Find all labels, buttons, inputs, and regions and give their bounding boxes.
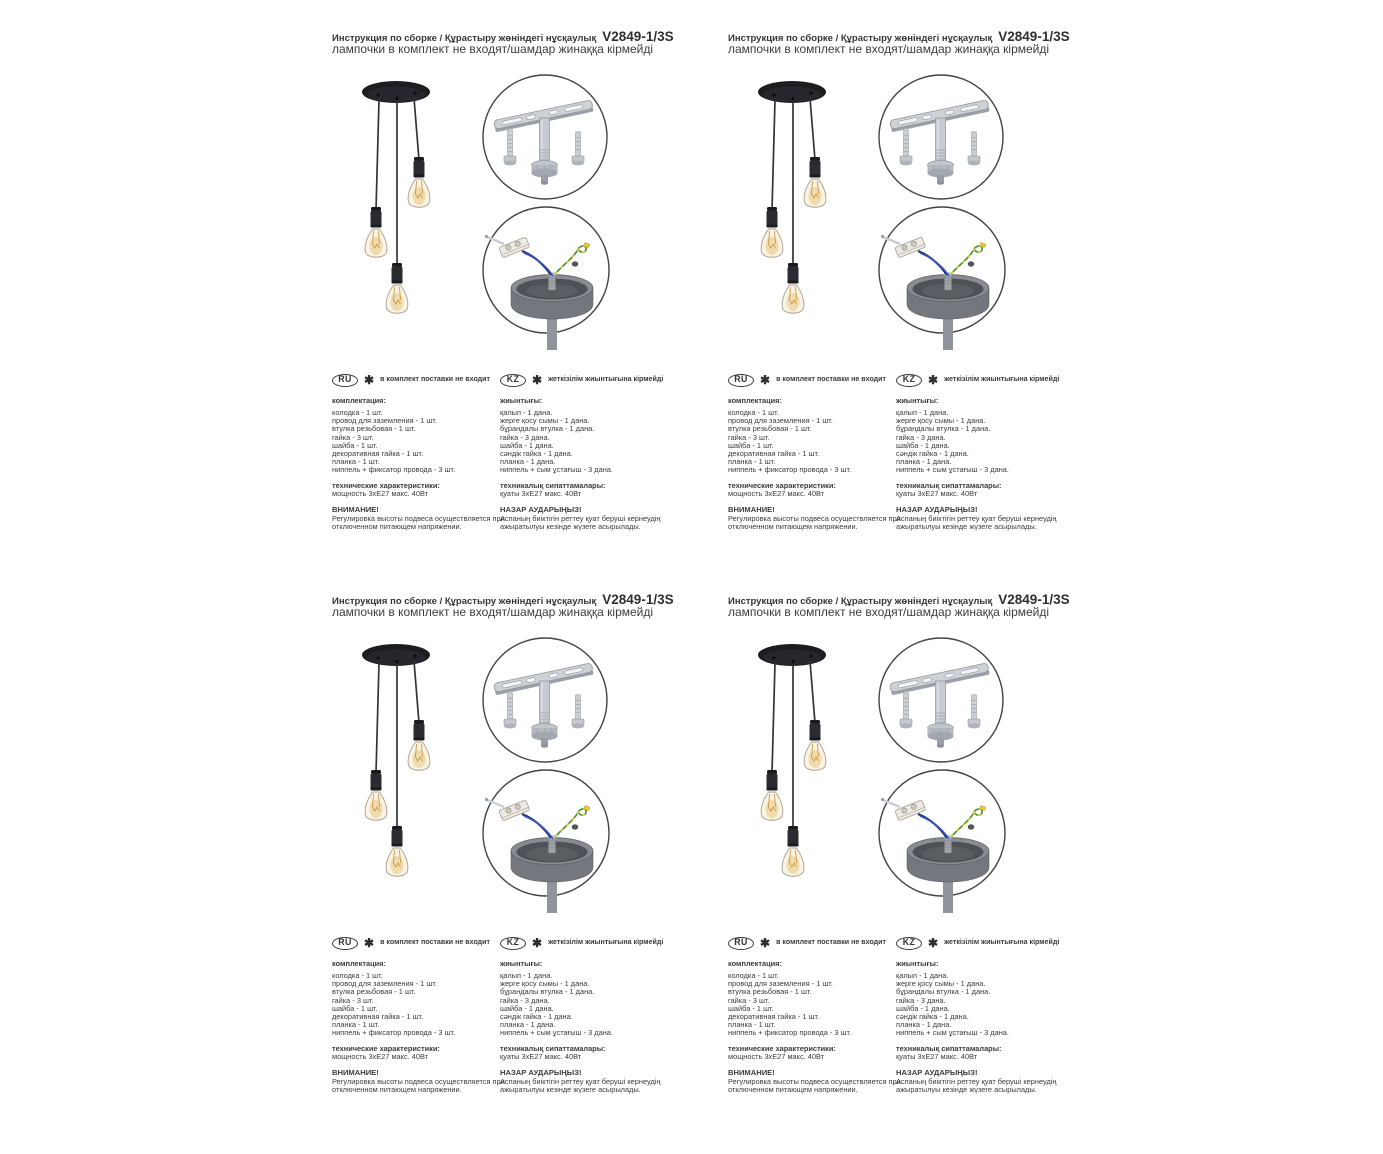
kz-badge: KZ	[896, 374, 922, 387]
ru-warning-heading: ВНИМАНИЕ!	[728, 504, 775, 514]
kit-item: бұрандалы втулка - 1 дана.	[896, 987, 991, 997]
instruction-panel-bottom-right	[726, 591, 1126, 1154]
kit-item: планка - 1 шт.	[332, 1019, 380, 1029]
lamp-socket-left	[371, 770, 382, 791]
asterisk-icon: ✱	[760, 936, 771, 950]
kit-item: планка - 1 шт.	[728, 456, 776, 466]
kit-item: қалып - 1 дана.	[896, 408, 949, 418]
mounting-bracket-detail	[876, 72, 1006, 202]
kit-item: ниппель + фиксатор провода - 3 шт.	[728, 1028, 852, 1038]
kz-badge-row	[500, 373, 678, 387]
kz-kit-list	[500, 972, 678, 1037]
ru-note: в комплект поставки не входит	[380, 375, 491, 384]
kit-item: жерге қосу сымы - 1 дана.	[896, 979, 986, 989]
ru-specs-value: мощность 3хЕ27 макс. 40Вт	[728, 489, 825, 499]
pendant-lamp-illustration	[348, 641, 478, 889]
kit-item: гайка - 3 шт.	[728, 995, 770, 1005]
lamp-bulb-left	[761, 792, 783, 820]
lamp-bulb-center	[782, 848, 804, 876]
ru-warning-heading: ВНИМАНИЕ!	[728, 1067, 775, 1077]
ru-badge-row	[728, 373, 906, 387]
kit-item: сәндік гайка - 1 дана.	[500, 1011, 573, 1021]
kz-warning-text: Аспаның биіктігін реттеу қуат беруші кернеудің ажыратылуы кезінде жүзеге асырылады.	[896, 1076, 1057, 1095]
model-number: V2849-1/3S	[602, 29, 674, 44]
kit-item: қалып - 1 дана.	[500, 971, 553, 981]
lamp-bulb-right	[408, 179, 430, 207]
kit-item: ниппель + фиксатор провода - 3 шт.	[728, 465, 852, 475]
ru-specs-heading: технические характеристики:	[332, 1044, 440, 1054]
ru-kit-heading: комплектация:	[332, 396, 386, 405]
kz-kit-heading: жиынтығы:	[500, 396, 543, 405]
kit-item: планка - 1 дана.	[500, 456, 556, 466]
ru-column	[332, 936, 510, 1094]
kit-item: шайба - 1 дана.	[896, 1003, 950, 1013]
kit-item: планка - 1 дана.	[500, 1019, 556, 1029]
kz-warning-text: Аспаның биіктігін реттеу қуат беруші кернеудің ажыратылуы кезінде жүзеге асырылады.	[500, 513, 661, 532]
wiring-detail	[476, 765, 616, 915]
small-nut	[968, 262, 974, 267]
small-nut	[572, 262, 578, 267]
kit-item: қалып - 1 дана.	[896, 971, 949, 981]
kz-kit-heading: жиынтығы:	[500, 959, 543, 968]
kit-item: втулка резьбовая - 1 шт.	[728, 987, 812, 997]
kit-item: гайка - 3 дана.	[896, 432, 946, 442]
lamp-bulb-right	[804, 179, 826, 207]
kit-item: қалып - 1 дана.	[500, 408, 553, 418]
ru-kit-list	[728, 972, 906, 1037]
kz-badge: KZ	[500, 374, 526, 387]
ru-kit-list	[728, 409, 906, 474]
lamp-socket-right	[414, 157, 425, 178]
kz-kit-list	[500, 409, 678, 474]
instruction-panel-top-left	[330, 28, 730, 591]
kz-column	[500, 936, 678, 1094]
subtitle-text: лампочки в комплект не входят/шамдар жинаққа кірмейді	[728, 42, 1050, 56]
ru-note: в комплект поставки не входит	[776, 375, 887, 384]
title-text: Инструкция по сборке / Құрастыру жөніндегі нұсқаулық	[728, 33, 993, 44]
kz-warning-heading: НАЗАР АУДАРЫҢЫЗ!	[896, 1067, 978, 1077]
lamp-bulb-left	[761, 229, 783, 257]
title-text: Инструкция по сборке / Құрастыру жөніндегі нұсқаулық	[332, 33, 597, 44]
lamp-socket-center	[788, 263, 799, 284]
kit-item: декоративная гайка - 1 шт.	[728, 1011, 820, 1021]
model-number: V2849-1/3S	[602, 592, 674, 607]
ru-note: в комплект поставки не входит	[380, 938, 491, 947]
ru-kit-list	[332, 972, 510, 1037]
wiring-detail	[872, 765, 1012, 915]
small-nut	[572, 825, 578, 830]
kit-item: шайба - 1 дана.	[896, 440, 950, 450]
ru-specs-value: мощность 3хЕ27 макс. 40Вт	[728, 1052, 825, 1062]
kit-item: ниппель + фиксатор провода - 3 шт.	[332, 1028, 456, 1038]
kit-item: провод для заземления - 1 шт.	[728, 416, 833, 426]
kz-warning-heading: НАЗАР АУДАРЫҢЫЗ!	[896, 504, 978, 514]
ru-warning-text: Регулировка высоты подвеса осуществляется при отключенном питающем напряжении.	[728, 513, 901, 532]
lamp-socket-center	[788, 826, 799, 847]
ru-badge-row	[332, 936, 510, 950]
asterisk-icon: ✱	[364, 373, 375, 387]
kit-item: провод для заземления - 1 шт.	[332, 979, 437, 989]
kz-column	[896, 936, 1074, 1094]
ru-column	[332, 373, 510, 531]
kz-specs-value: қуаты 3хЕ27 макс. 40Вт	[896, 489, 978, 499]
kit-item: бұрандалы втулка - 1 дана.	[500, 987, 595, 997]
ru-note: в комплект поставки не входит	[776, 938, 887, 947]
lamp-bulb-center	[386, 848, 408, 876]
kit-item: гайка - 3 шт.	[332, 432, 374, 442]
ru-kit-heading: комплектация:	[728, 959, 782, 968]
lamp-bulb-left	[365, 229, 387, 257]
ru-specs-value: мощность 3хЕ27 макс. 40Вт	[332, 1052, 429, 1062]
asterisk-icon: ✱	[364, 936, 375, 950]
mounting-bracket-detail	[480, 635, 610, 765]
kz-kit-heading: жиынтығы:	[896, 396, 939, 405]
kz-badge-row	[896, 373, 1074, 387]
kit-item: декоративная гайка - 1 шт.	[332, 1011, 424, 1021]
kit-item: сәндік гайка - 1 дана.	[896, 1011, 969, 1021]
kz-badge-row	[500, 936, 678, 950]
kz-specs-heading: техникалық сипаттамалары:	[500, 1044, 606, 1054]
kz-column	[896, 373, 1074, 531]
kit-item: гайка - 3 шт.	[332, 995, 374, 1005]
kit-item: провод для заземления - 1 шт.	[728, 979, 833, 989]
kit-item: декоративная гайка - 1 шт.	[332, 448, 424, 458]
kit-item: шайба - 1 дана.	[500, 1003, 554, 1013]
kz-specs-heading: техникалық сипаттамалары:	[896, 481, 1002, 491]
subtitle-text: лампочки в комплект не входят/шамдар жинаққа кірмейді	[332, 42, 654, 56]
kit-item: втулка резьбовая - 1 шт.	[332, 987, 416, 997]
lamp-bulb-center	[782, 285, 804, 313]
ru-kit-heading: комплектация:	[332, 959, 386, 968]
kit-item: ниппель + сым ұстағыш - 3 дана.	[896, 1028, 1009, 1038]
ru-specs-heading: технические характеристики:	[332, 481, 440, 491]
kit-item: колодка - 1 шт.	[728, 971, 779, 981]
subtitle-text: лампочки в комплект не входят/шамдар жинаққа кірмейді	[332, 605, 654, 619]
kz-note: жеткізілім жиынтығына кірмейді	[548, 375, 664, 384]
kit-item: колодка - 1 шт.	[728, 408, 779, 418]
wiring-detail	[872, 202, 1012, 352]
ru-badge: RU	[728, 374, 754, 387]
kit-item: жерге қосу сымы - 1 дана.	[896, 416, 986, 426]
lamp-socket-left	[371, 207, 382, 228]
kz-note: жеткізілім жиынтығына кірмейді	[944, 375, 1060, 384]
lamp-socket-right	[810, 157, 821, 178]
ru-badge-row	[728, 936, 906, 950]
lamp-bulb-left	[365, 792, 387, 820]
kit-item: планка - 1 дана.	[896, 456, 952, 466]
canopy-bowl	[511, 835, 593, 913]
model-number: V2849-1/3S	[998, 592, 1070, 607]
kit-item: ниппель + фиксатор провода - 3 шт.	[332, 465, 456, 475]
asterisk-icon: ✱	[928, 373, 939, 387]
kit-item: шайба - 1 шт.	[332, 1003, 378, 1013]
kit-item: колодка - 1 шт.	[332, 971, 383, 981]
kit-item: провод для заземления - 1 шт.	[332, 416, 437, 426]
canopy-bowl	[907, 272, 989, 350]
kz-column	[500, 373, 678, 531]
kit-item: гайка - 3 шт.	[728, 432, 770, 442]
instruction-panel-top-right	[726, 28, 1126, 591]
kit-item: планка - 1 шт.	[728, 1019, 776, 1029]
model-number: V2849-1/3S	[998, 29, 1070, 44]
kit-item: втулка резьбовая - 1 шт.	[332, 424, 416, 434]
ru-warning-heading: ВНИМАНИЕ!	[332, 504, 379, 514]
kz-kit-heading: жиынтығы:	[896, 959, 939, 968]
canopy-bowl	[511, 272, 593, 350]
lamp-socket-left	[767, 207, 778, 228]
mounting-bracket-detail	[876, 635, 1006, 765]
lamp-bulb-right	[408, 742, 430, 770]
ru-badge: RU	[728, 937, 754, 950]
wiring-detail	[476, 202, 616, 352]
asterisk-icon: ✱	[928, 936, 939, 950]
small-nut	[968, 825, 974, 830]
kit-item: ниппель + сым ұстағыш - 3 дана.	[896, 465, 1009, 475]
kit-item: гайка - 3 дана.	[500, 432, 550, 442]
ru-specs-heading: технические характеристики:	[728, 481, 836, 491]
lamp-bulb-right	[804, 742, 826, 770]
kz-warning-heading: НАЗАР АУДАРЫҢЫЗ!	[500, 504, 582, 514]
lamp-bulb-center	[386, 285, 408, 313]
pendant-lamp-illustration	[348, 78, 478, 326]
kit-item: планка - 1 шт.	[332, 456, 380, 466]
asterisk-icon: ✱	[532, 936, 543, 950]
kz-note: жеткізілім жиынтығына кірмейді	[548, 938, 664, 947]
kz-warning-text: Аспаның биіктігін реттеу қуат беруші кернеудің ажыратылуы кезінде жүзеге асырылады.	[500, 1076, 661, 1095]
kit-item: бұрандалы втулка - 1 дана.	[896, 424, 991, 434]
kz-warning-heading: НАЗАР АУДАРЫҢЫЗ!	[500, 1067, 582, 1077]
ru-warning-text: Регулировка высоты подвеса осуществляется при отключенном питающем напряжении.	[728, 1076, 901, 1095]
pendant-lamp-illustration	[744, 78, 874, 326]
kit-item: гайка - 3 дана.	[500, 995, 550, 1005]
kit-item: втулка резьбовая - 1 шт.	[728, 424, 812, 434]
ru-specs-value: мощность 3хЕ27 макс. 40Вт	[332, 489, 429, 499]
title-text: Инструкция по сборке / Құрастыру жөніндегі нұсқаулық	[728, 596, 993, 607]
kit-item: колодка - 1 шт.	[332, 408, 383, 418]
kit-item: ниппель + сым ұстағыш - 3 дана.	[500, 1028, 613, 1038]
lamp-socket-right	[810, 720, 821, 741]
ru-warning-text: Регулировка высоты подвеса осуществляется при отключенном питающем напряжении.	[332, 513, 505, 532]
kz-warning-text: Аспаның биіктігін реттеу қуат беруші кернеудің ажыратылуы кезінде жүзеге асырылады.	[896, 513, 1057, 532]
lamp-socket-center	[392, 263, 403, 284]
kz-note: жеткізілім жиынтығына кірмейді	[944, 938, 1060, 947]
ru-kit-heading: комплектация:	[728, 396, 782, 405]
subtitle-text: лампочки в комплект не входят/шамдар жинаққа кірмейді	[728, 605, 1050, 619]
kz-specs-value: қуаты 3хЕ27 макс. 40Вт	[500, 489, 582, 499]
kit-item: сәндік гайка - 1 дана.	[500, 448, 573, 458]
ru-badge: RU	[332, 374, 358, 387]
kit-item: бұрандалы втулка - 1 дана.	[500, 424, 595, 434]
ru-warning-heading: ВНИМАНИЕ!	[332, 1067, 379, 1077]
ru-specs-heading: технические характеристики:	[728, 1044, 836, 1054]
kit-item: жерге қосу сымы - 1 дана.	[500, 979, 590, 989]
ru-column	[728, 373, 906, 531]
canopy-bowl	[907, 835, 989, 913]
kz-specs-heading: техникалық сипаттамалары:	[896, 1044, 1002, 1054]
lamp-socket-left	[767, 770, 778, 791]
kit-item: шайба - 1 шт.	[332, 440, 378, 450]
kz-specs-value: қуаты 3хЕ27 макс. 40Вт	[896, 1052, 978, 1062]
kit-item: шайба - 1 шт.	[728, 440, 774, 450]
ru-warning-text: Регулировка высоты подвеса осуществляется при отключенном питающем напряжении.	[332, 1076, 505, 1095]
kit-item: гайка - 3 дана.	[896, 995, 946, 1005]
title-text: Инструкция по сборке / Құрастыру жөніндегі нұсқаулық	[332, 596, 597, 607]
ru-column	[728, 936, 906, 1094]
ru-badge-row	[332, 373, 510, 387]
asterisk-icon: ✱	[760, 373, 771, 387]
kz-specs-heading: техникалық сипаттамалары:	[500, 481, 606, 491]
instruction-panel-bottom-left	[330, 591, 730, 1154]
asterisk-icon: ✱	[532, 373, 543, 387]
lamp-socket-right	[414, 720, 425, 741]
ru-kit-list	[332, 409, 510, 474]
kz-kit-list	[896, 972, 1074, 1037]
kit-item: шайба - 1 дана.	[500, 440, 554, 450]
kz-kit-list	[896, 409, 1074, 474]
kit-item: сәндік гайка - 1 дана.	[896, 448, 969, 458]
kit-item: жерге қосу сымы - 1 дана.	[500, 416, 590, 426]
ru-badge: RU	[332, 937, 358, 950]
kz-specs-value: қуаты 3хЕ27 макс. 40Вт	[500, 1052, 582, 1062]
kit-item: ниппель + сым ұстағыш - 3 дана.	[500, 465, 613, 475]
kz-badge-row	[896, 936, 1074, 950]
lamp-socket-center	[392, 826, 403, 847]
kz-badge: KZ	[896, 937, 922, 950]
mounting-bracket-detail	[480, 72, 610, 202]
kit-item: планка - 1 дана.	[896, 1019, 952, 1029]
kz-badge: KZ	[500, 937, 526, 950]
kit-item: декоративная гайка - 1 шт.	[728, 448, 820, 458]
pendant-lamp-illustration	[744, 641, 874, 889]
kit-item: шайба - 1 шт.	[728, 1003, 774, 1013]
